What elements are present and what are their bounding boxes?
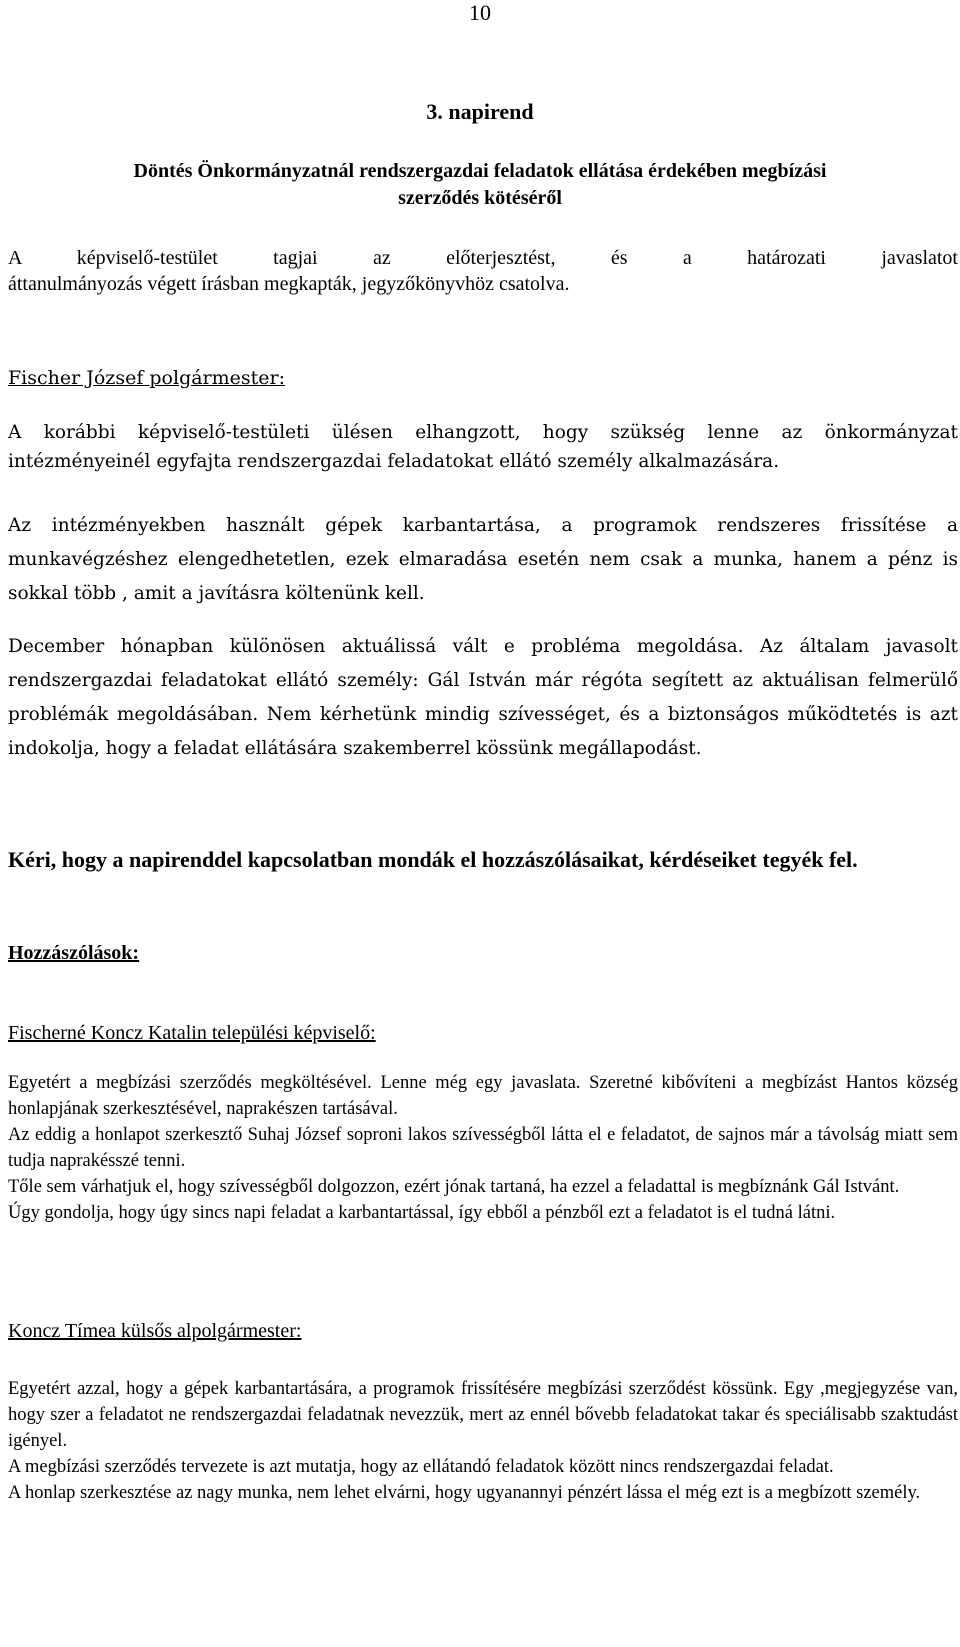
representative-line-1: Egyetért a megbízási szerződés megköltésével. Lenne még egy javaslata. Szeretné kibővíteni a megbízást Hantos község honlapjának szerkesztésével, naprakészen tartásával. (8, 1073, 958, 1119)
intro-paragraph (8, 245, 958, 297)
mayor-paragraph-2: Az intézményekben használt gépek karbantartása, a programok rendszeres frissítése a munkavégzéshez elengedhetetlen, ezek elmaradása esetén nem csak a munka, hanem a pénz is sokkal több , amit a javításra költenünk kell. (8, 515, 958, 604)
decision-title-line-1: Döntés Önkormányzatnál rendszergazdai feladatok ellátása érdekében megbízási (133, 160, 827, 182)
representative-line-2: Az eddig a honlapot szerkesztő Suhaj József soproni lakos szívességből látta el e feladatot, de sajnos már a távolság miatt sem tudja naprakésszé tenni. (8, 1125, 958, 1171)
request-paragraph: Kéri, hogy a napirenddel kapcsolatban mondák el hozzászólásaikat, kérdéseiket tegyék fel. (8, 847, 858, 872)
intro-line-2: áttanulmányozás végett írásban megkapták, jegyzőkönyvhöz csatolva. (8, 273, 570, 295)
deputy-mayor-line-2: A megbízási szerződés tervezete is azt mutatja, hogy az ellátandó feladatok között nincs rendszergazdai feladat. (8, 1457, 834, 1477)
agenda-title: 3. napirend (426, 99, 534, 124)
speaker-heading-mayor: Fischer József polgármester: (8, 367, 286, 389)
decision-title-line-2: szerződés kötéséről (398, 187, 562, 209)
representative-comments (8, 1070, 958, 1226)
deputy-mayor-line-3: A honlap szerkesztése az nagy munka, nem lehet elvárni, hogy ugyanannyi pénzért lássa el még ezt is a megbízott személy. (8, 1483, 921, 1503)
representative-line-3: Tőle sem várhatjuk el, hogy szívességből dolgozzon, ezért jónak tartaná, ha ezzel a feladattal is megbíznánk Gál Istvánt. (8, 1177, 900, 1197)
comments-heading: Hozzászólások: (8, 942, 140, 964)
speaker-heading-deputy-mayor: Koncz Tímea külsős alpolgármester: (8, 1320, 302, 1342)
page-number: 10 (469, 0, 491, 25)
intro-line-1: A képviselő-testület tagjai az előterjesztést, és a határozati javaslatot (8, 247, 958, 269)
mayor-paragraph-3: December hónapban különösen aktuálissá vált e probléma megoldása. Az általam javasolt rendszergazdai feladatokat ellátó személy: Gál István már régóta segített az aktuálisan felmerülő problémák megoldásában. Nem kérhetünk mindig szívességet, és a biztonságos működtetés is azt indokolja, hogy a feladat ellátására szakemberrel kössünk megállapodást. (8, 636, 958, 759)
representative-line-4: Úgy gondolja, hogy úgy sincs napi feladat a karbantartással, így ebből a pénzből ezt a feladatot is el tudná látni. (8, 1203, 836, 1223)
speaker-heading-representative: Fischerné Koncz Katalin települési képviselő: (8, 1022, 376, 1044)
deputy-mayor-line-1: Egyetért azzal, hogy a gépek karbantartására, a programok frissítésére megbízási szerződést kössünk. Egy ,megjegyzése van, hogy szer a feladatot ne rendszergazdai feladatnak nevezzük, mert az ennél bővebb feladatokat takar és speciálisabb szaktudást igényel. (8, 1379, 958, 1451)
deputy-mayor-comments (8, 1376, 958, 1506)
decision-title (30, 158, 930, 212)
mayor-paragraph-1: A korábbi képviselő-testületi ülésen elhangzott, hogy szükség lenne az önkormányzat intézményeinél egyfajta rendszergazdai feladatokat ellátó személy alkalmazására. (8, 422, 958, 472)
